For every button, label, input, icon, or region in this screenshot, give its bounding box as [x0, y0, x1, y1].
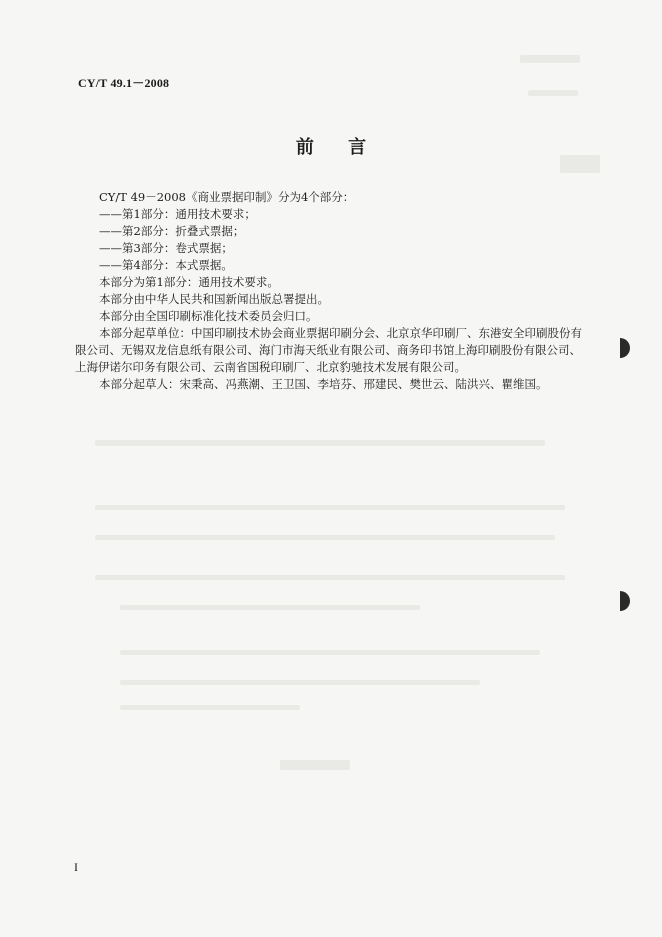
binding-hole-mark — [620, 338, 630, 358]
binding-hole-mark — [620, 591, 630, 611]
foreword-body — [75, 189, 595, 393]
drafting-units-line: 限公司、无锡双龙信息纸有限公司、海门市海天纸业有限公司、商务印书馆上海印刷股份有限公司、 — [75, 343, 581, 357]
scan-artifact — [120, 650, 540, 655]
proposed-by-statement: 本部分由中华人民共和国新闻出版总署提出。 — [99, 292, 329, 306]
scan-artifact — [95, 535, 555, 540]
scan-artifact — [95, 505, 565, 510]
part-list-item: ——第1部分：通用技术要求； — [99, 207, 256, 221]
drafters-statement: 本部分起草人：宋秉高、冯燕潮、王卫国、李培芬、邢建民、樊世云、陆洪兴、瞿维国。 — [99, 377, 548, 391]
part-list-item: ——第2部分：折叠式票据； — [99, 224, 245, 238]
scan-artifact — [95, 440, 545, 446]
centralized-by-statement: 本部分由全国印刷标准化技术委员会归口。 — [99, 309, 318, 323]
intro-paragraph: CY/T 49－2008《商业票据印制》分为4个部分： — [99, 190, 355, 204]
part-list-item: ——第4部分：本式票据。 — [99, 258, 233, 272]
scan-artifact — [95, 575, 565, 580]
document-code: CY/T 49.1－2008 — [78, 76, 170, 90]
scan-artifact — [120, 605, 420, 610]
scan-artifact — [120, 705, 300, 710]
page-number: I — [74, 860, 78, 874]
scan-artifact — [528, 90, 578, 96]
page-title: 前 言 — [295, 137, 381, 158]
drafting-units-line: 本部分起草单位：中国印刷技术协会商业票据印刷分会、北京京华印刷厂、东港安全印刷股份有 — [99, 326, 582, 340]
scan-artifact — [280, 760, 350, 770]
drafting-units-line: 上海伊诺尔印务有限公司、云南省国税印刷厂、北京豹驰技术发展有限公司。 — [75, 360, 466, 374]
scan-artifact — [520, 55, 580, 63]
part-list-item: ——第3部分：卷式票据； — [99, 241, 233, 255]
scan-artifact — [120, 680, 480, 685]
this-part-statement: 本部分为第1部分：通用技术要求。 — [99, 275, 279, 289]
